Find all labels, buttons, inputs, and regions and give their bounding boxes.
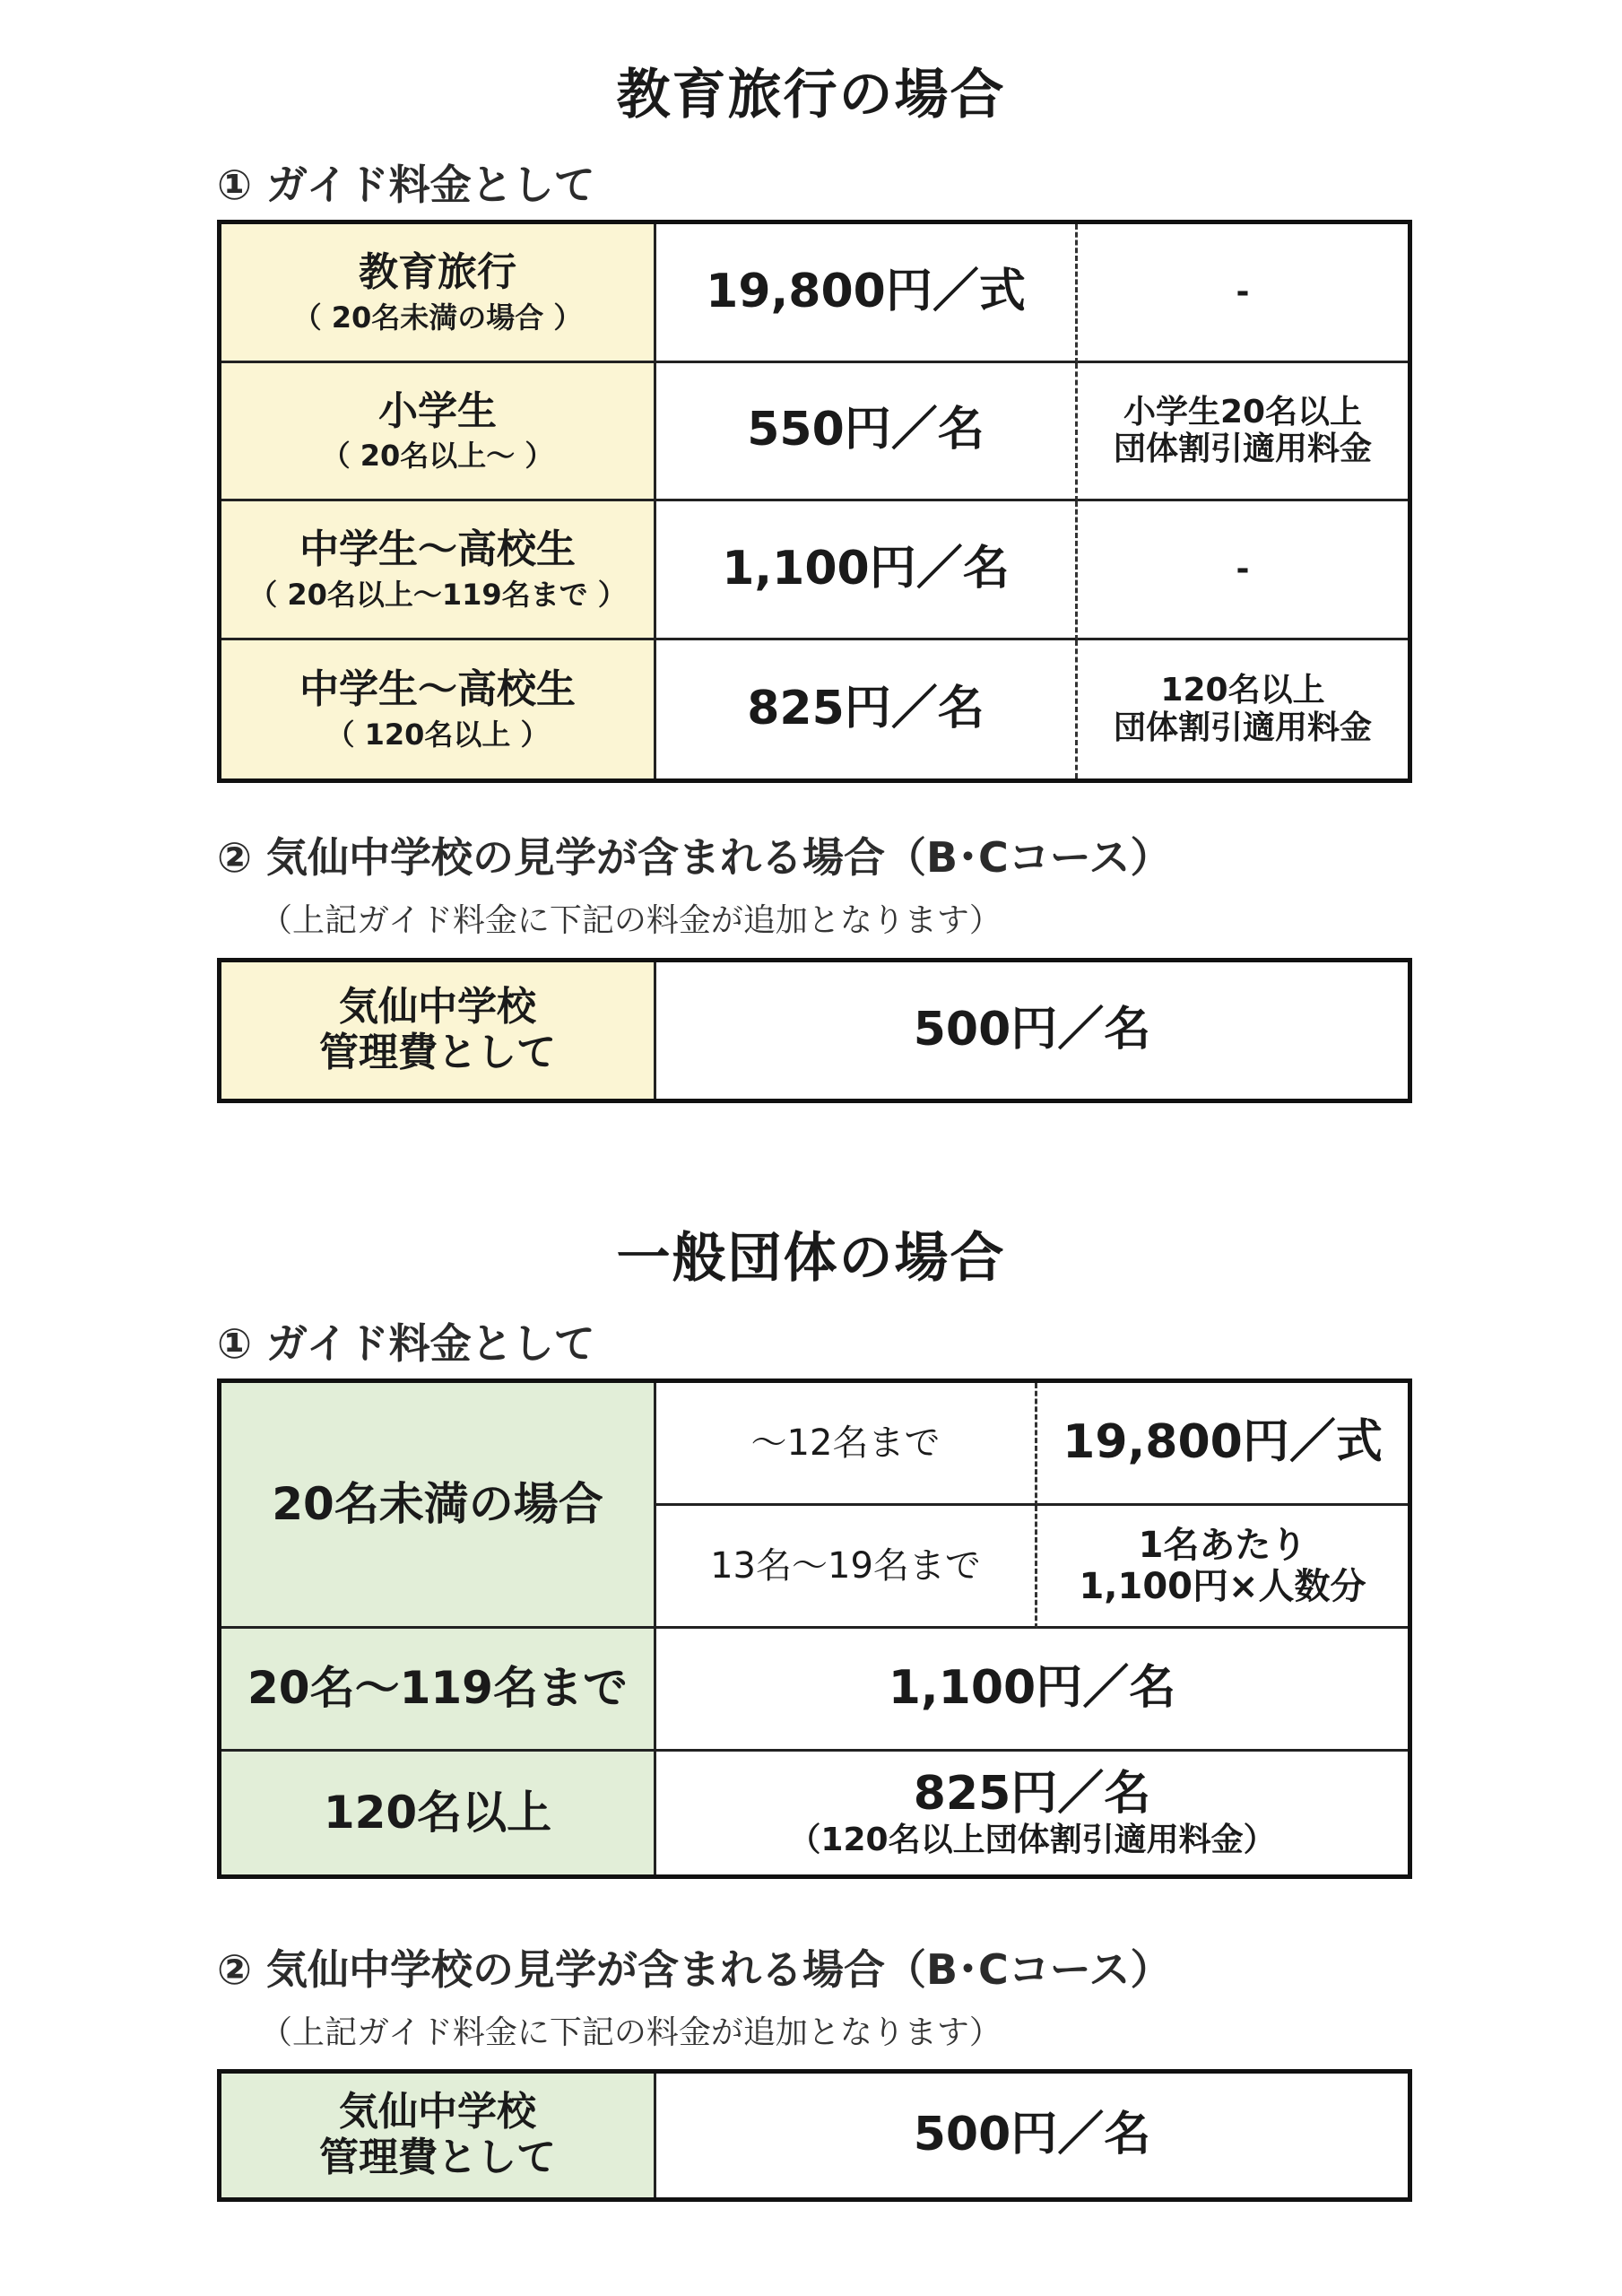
gen-fee-table [217, 1378, 1412, 1879]
edu-row-note [1078, 501, 1408, 640]
gen-range-cell [656, 1383, 1037, 1506]
gen-school-heading: ② 気仙中学校の見学が含まれる場合（B･Cコース） [217, 1945, 1172, 1994]
edu-row-note [1078, 363, 1408, 502]
note-text: 120名以上 [1160, 672, 1325, 709]
gen-range-cell [656, 1506, 1037, 1629]
gen-big-label [221, 1752, 656, 1874]
note-text: 小学生20名以上 [1123, 393, 1363, 430]
note-text: - [1236, 551, 1250, 588]
edu-fee-table [217, 220, 1412, 783]
mgmt-label [221, 2074, 656, 2197]
edu-mgmt-table [217, 958, 1412, 1103]
mgmt-label-line1: 気仙中学校 [339, 2089, 536, 2135]
edu-row-price [656, 640, 1078, 779]
price-sub: （120名以上団体割引適用料金） [788, 1821, 1276, 1858]
row-label-text: 中学生～高校生 [299, 666, 576, 713]
edu-row-label [221, 224, 656, 363]
mgmt-price [656, 962, 1408, 1099]
price-text: 1,100円／名 [888, 1661, 1176, 1716]
mgmt-label [221, 962, 656, 1099]
edu-row-price [656, 501, 1078, 640]
price-text: 1,100円／名 [722, 541, 1010, 596]
row-label-text: 中学生～高校生 [299, 526, 576, 573]
price-text: 500円／名 [913, 1003, 1151, 1057]
gen-title: 一般団体の場合 [616, 1227, 1006, 1290]
edu-row-price [656, 224, 1078, 363]
edu-row-price [656, 363, 1078, 502]
gen-mid-price [656, 1629, 1408, 1752]
gen-mid-label [221, 1629, 656, 1752]
price-line2: 1,100円×人数分 [1079, 1566, 1366, 1607]
edu-row-label [221, 363, 656, 502]
edu-row-note [1078, 640, 1408, 779]
mgmt-label-line1: 気仙中学校 [339, 984, 536, 1031]
gen-big-price [656, 1752, 1408, 1874]
row-label-sub: （ 20名未満の場合 ） [292, 300, 583, 335]
row-label-text: 20名未満の場合 [272, 1477, 603, 1530]
row-label-text: 20名～119名まで [247, 1662, 628, 1715]
edu-row-note [1078, 224, 1408, 363]
edu-row-label [221, 640, 656, 779]
edu-title: 教育旅行の場合 [616, 64, 1006, 126]
price-text: 825円／名 [913, 1766, 1151, 1821]
gen-school-note: （上記ガイド料金に下記の料金が追加となります） [260, 2014, 1002, 2051]
price-text: 500円／名 [913, 2108, 1151, 2162]
edu-row-label [221, 501, 656, 640]
row-label-sub: （ 20名以上～119名まで ） [248, 577, 627, 612]
gen-under20-label [221, 1383, 656, 1629]
range-text: ～12名まで [750, 1422, 941, 1464]
price-text: 19,800円／式 [1063, 1415, 1383, 1470]
row-label-sub: （ 120名以上 ） [325, 717, 550, 752]
note-text: 団体割引適用料金 [1113, 709, 1372, 746]
gen-guide-heading: ① ガイド料金として [217, 1319, 595, 1368]
row-label-text: 小学生 [378, 387, 497, 434]
price-text: 825円／名 [747, 681, 984, 735]
edu-school-note: （上記ガイド料金に下記の料金が追加となります） [260, 902, 1002, 939]
gen-price-cell [1037, 1506, 1408, 1629]
range-text: 13名～19名まで [710, 1545, 981, 1587]
price-text: 550円／名 [747, 403, 984, 457]
price-line1: 1名あたり [1138, 1525, 1307, 1566]
row-label-text: 教育旅行 [359, 249, 516, 296]
row-label-text: 120名以上 [323, 1786, 552, 1839]
price-text: 19,800円／式 [706, 264, 1026, 318]
gen-price-cell [1037, 1383, 1408, 1506]
gen-mgmt-table [217, 2069, 1412, 2202]
row-label-sub: （ 20名以上～ ） [321, 439, 554, 474]
mgmt-price [656, 2074, 1408, 2197]
edu-school-heading: ② 気仙中学校の見学が含まれる場合（B･Cコース） [217, 833, 1172, 882]
mgmt-label-line2: 管理費として [319, 1030, 556, 1075]
edu-guide-heading: ① ガイド料金として [217, 161, 595, 209]
mgmt-label-line2: 管理費として [319, 2135, 556, 2180]
note-text: - [1236, 274, 1250, 311]
note-text: 団体割引適用料金 [1113, 430, 1372, 468]
